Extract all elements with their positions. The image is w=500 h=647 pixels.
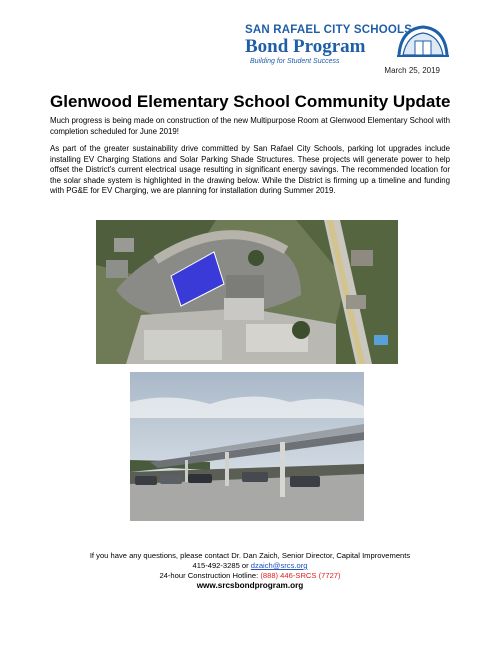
website-link[interactable]: www.srcsbondprogram.org — [196, 581, 304, 590]
page-title: Glenwood Elementary School Community Update — [50, 92, 451, 111]
logo-tagline: Building for Student Success — [250, 58, 340, 65]
logo-district-name: SAN RAFAEL CITY SCHOOLS — [245, 24, 413, 36]
contact-line: If you have any questions, please contact Dr. Dan Zaich, Senior Director, Capital Improvements — [89, 551, 411, 560]
aerial-site-photo — [96, 220, 398, 364]
phone-email-line — [0, 561, 500, 571]
phone-number: 415-492-3285 or — [192, 561, 251, 570]
email-link[interactable]: dzaich@srcs.org — [250, 561, 308, 570]
hotline-number: (888) 446-SRCS (7727) — [260, 571, 341, 580]
intro-paragraph: Much progress is being made on construction of the new Multipurpose Room at Glenwood Elementary School with completion scheduled for June 2019! — [50, 116, 450, 136]
solar-shade-structure-photo — [130, 372, 364, 521]
sustainability-paragraph: As part of the greater sustainability drive committed by San Rafael City Schools, parking lot upgrades include installing EV Charging Stations and Solar Parking Shade Structures. These projects will generate power to help offset the District's current electrical usage resulting in significant energy savings. The recommended location for the solar shade system is highlighted in the drawing below. While the District is firming up a timeline and funding with PG&E for EV Charging, we are planning for installation during Summer 2019. — [50, 144, 450, 196]
bond-program-logo — [245, 22, 453, 68]
logo-program-name: Bond Program — [245, 36, 366, 57]
document-date: March 25, 2019 — [384, 66, 440, 75]
school-building-icon — [393, 21, 453, 63]
hotline-line — [0, 571, 500, 581]
hotline-label: 24-hour Construction Hotline: — [159, 571, 261, 580]
